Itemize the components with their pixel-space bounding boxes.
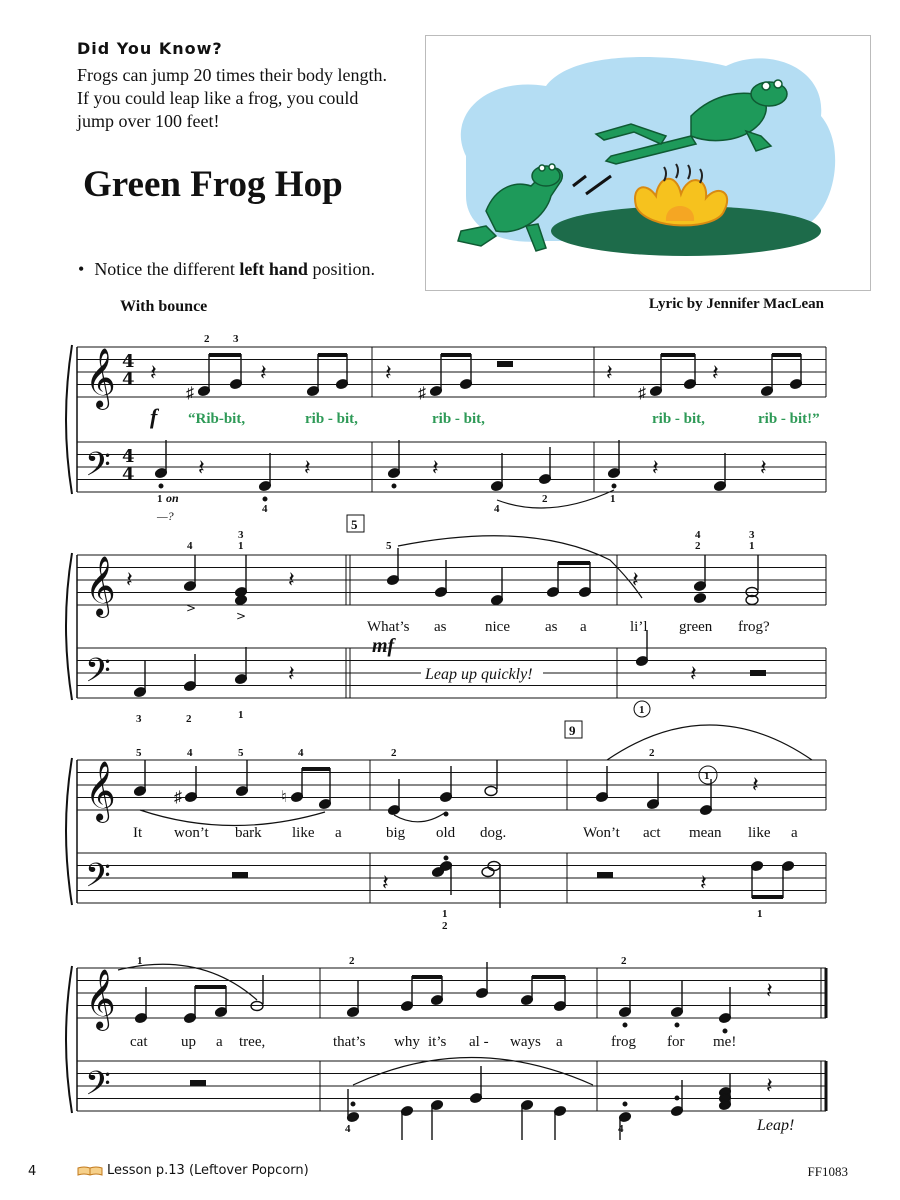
fingering: 1 xyxy=(757,908,763,920)
fingering: 1 xyxy=(238,540,244,552)
svg-text:𝄽: 𝄽 xyxy=(385,360,392,385)
svg-text:𝄽: 𝄽 xyxy=(288,567,295,592)
fingering: 4 xyxy=(298,747,304,759)
system-3-symbols xyxy=(85,761,116,903)
fingering: 5 xyxy=(386,540,392,552)
svg-text:4: 4 xyxy=(122,464,135,485)
svg-text:𝄽: 𝄽 xyxy=(606,360,613,385)
lyric: act xyxy=(643,825,661,841)
lyric: frog xyxy=(611,1034,636,1050)
lyric: rib - bit, xyxy=(652,411,705,427)
svg-text:𝄽: 𝄽 xyxy=(150,360,157,385)
did-you-know-line-1: Frogs can jump 20 times their body length. xyxy=(77,65,387,85)
fingering: 3 xyxy=(238,529,244,541)
fingering: 2 xyxy=(542,493,548,505)
circled-fingering: 1 xyxy=(704,770,710,782)
page-number: 4 xyxy=(28,1164,37,1179)
lyric: up xyxy=(181,1034,196,1050)
dynamic-mezzo-forte: mf xyxy=(372,635,395,657)
lyric: al - xyxy=(469,1034,489,1050)
fingering: 2 xyxy=(391,747,397,759)
lyric: dog. xyxy=(480,825,507,841)
lyric: big xyxy=(386,825,406,841)
did-you-know-line-2: If you could leap like a frog, you could xyxy=(77,88,359,108)
direction-leap: Leap! xyxy=(757,1117,795,1134)
fingering: 2 xyxy=(186,713,192,725)
svg-text:𝄽: 𝄽 xyxy=(652,455,659,480)
note-prefix: Notice the different xyxy=(94,259,240,279)
system-4-text xyxy=(130,955,794,1135)
page-title: Green Frog Hop xyxy=(83,164,343,205)
lyric: “Rib-bit, xyxy=(188,411,246,427)
svg-text:♯: ♯ xyxy=(638,385,646,402)
fingering: 4 xyxy=(345,1123,351,1135)
fingering: 4 xyxy=(494,503,500,515)
tempo-marking: With bounce xyxy=(120,298,208,315)
svg-text:>: > xyxy=(186,601,197,615)
did-you-know-line-3: jump over 100 feet! xyxy=(77,111,220,131)
fingering: 2 xyxy=(204,333,210,345)
lyric: a xyxy=(791,825,798,841)
svg-text:𝄽: 𝄽 xyxy=(760,455,767,480)
svg-text:𝄽: 𝄽 xyxy=(288,661,295,686)
svg-text:𝄽: 𝄽 xyxy=(632,567,639,592)
lyric: cat xyxy=(130,1034,148,1050)
svg-text:𝄽: 𝄽 xyxy=(126,567,133,592)
dynamic-forte: f xyxy=(150,404,158,429)
fingering: 4 xyxy=(187,747,193,759)
publication-code: FF1083 xyxy=(807,1164,848,1179)
svg-text:>: > xyxy=(236,609,247,623)
svg-text:𝄽: 𝄽 xyxy=(700,870,707,895)
svg-text:4: 4 xyxy=(122,351,135,372)
fingering: 3 xyxy=(233,333,239,345)
lyric: a xyxy=(556,1034,563,1050)
system-2-symbols xyxy=(85,556,116,698)
svg-text:𝄽: 𝄽 xyxy=(766,978,773,1003)
lyric: won’t xyxy=(174,825,209,841)
note-suffix: position. xyxy=(307,259,375,279)
lyric: tree, xyxy=(239,1034,266,1050)
system-3-notes xyxy=(133,725,812,908)
svg-text:𝄽: 𝄽 xyxy=(752,772,759,797)
bullet: • xyxy=(78,259,85,279)
svg-text:𝄞: 𝄞 xyxy=(85,761,116,821)
lyric: as xyxy=(545,619,558,635)
system-1-text xyxy=(150,333,820,523)
lyric: mean xyxy=(689,825,722,841)
direction-dash: —? xyxy=(157,509,174,523)
svg-text:4: 4 xyxy=(122,369,135,390)
svg-text:𝄽: 𝄽 xyxy=(766,1073,773,1098)
system-4-notes xyxy=(118,962,773,1140)
did-you-know-heading: Did You Know? xyxy=(77,39,223,58)
svg-text:𝄢: 𝄢 xyxy=(85,1065,111,1111)
lyric: What’s xyxy=(367,619,410,635)
measure-number: 5 xyxy=(351,517,358,532)
svg-text:♮: ♮ xyxy=(281,789,287,806)
fingering: 5 xyxy=(238,747,244,759)
fingering: 4 xyxy=(618,1123,624,1135)
lyric: me! xyxy=(713,1034,737,1050)
svg-text:𝄽: 𝄽 xyxy=(198,455,205,480)
svg-text:𝄞: 𝄞 xyxy=(85,969,116,1029)
svg-text:𝄽: 𝄽 xyxy=(432,455,439,480)
measure-number: 9 xyxy=(569,723,576,738)
lyric: it’s xyxy=(428,1034,447,1050)
system-1-symbols xyxy=(85,348,135,492)
lyric: bark xyxy=(235,825,262,841)
bass-clef: 𝄢 xyxy=(85,446,111,492)
fingering: 1 xyxy=(610,493,616,505)
fingering: 2 xyxy=(695,540,701,552)
lyric: It xyxy=(133,825,143,841)
note-bold: left hand xyxy=(239,259,308,279)
lyric: like xyxy=(748,825,771,841)
lyric: rib - bit!” xyxy=(758,411,820,427)
direction-leap-up: Leap up quickly! xyxy=(425,666,533,683)
fingering: 4 xyxy=(695,529,701,541)
svg-text:𝄽: 𝄽 xyxy=(260,360,267,385)
lyric: old xyxy=(436,825,456,841)
fingering: 1 xyxy=(238,709,244,721)
svg-text:𝄽: 𝄽 xyxy=(382,870,389,895)
fingering: 1 xyxy=(749,540,755,552)
svg-text:♯: ♯ xyxy=(186,385,194,402)
svg-text:𝄢: 𝄢 xyxy=(85,857,111,903)
fingering: 1 xyxy=(137,955,143,967)
lyric: rib - bit, xyxy=(305,411,358,427)
lesson-text: Lesson p.13 (Leftover Popcorn) xyxy=(107,1163,309,1178)
system-4-symbols xyxy=(85,969,116,1111)
fingering: 1 xyxy=(157,493,163,505)
svg-text:𝄢: 𝄢 xyxy=(85,652,111,698)
fingering: 2 xyxy=(649,747,655,759)
svg-text:𝄽: 𝄽 xyxy=(712,360,719,385)
lyric: a xyxy=(335,825,342,841)
lyric: ways xyxy=(510,1034,541,1050)
treble-clef: 𝄞 xyxy=(85,348,116,408)
lyric: like xyxy=(292,825,315,841)
lyric: nice xyxy=(485,619,510,635)
fingering: 4 xyxy=(262,503,268,515)
fingering: 2 xyxy=(442,920,448,932)
fingering: 2 xyxy=(621,955,627,967)
lyric: frog? xyxy=(738,619,770,635)
lyric: rib - bit, xyxy=(432,411,485,427)
lyric: as xyxy=(434,619,447,635)
system-1-notes xyxy=(150,354,803,508)
svg-text:♯: ♯ xyxy=(418,385,426,402)
lyric: Won’t xyxy=(583,825,620,841)
lyric: why xyxy=(394,1034,420,1050)
svg-text:4: 4 xyxy=(122,446,135,467)
book-icon xyxy=(77,1166,103,1176)
fingering: 5 xyxy=(136,747,142,759)
fingering: 1 xyxy=(442,908,448,920)
lesson-reference xyxy=(77,1163,309,1178)
fingering: 3 xyxy=(136,713,142,725)
fingering: 2 xyxy=(349,955,355,967)
system-2-text xyxy=(136,517,770,725)
fingering: 4 xyxy=(187,540,193,552)
fingering: 3 xyxy=(749,529,755,541)
svg-text:𝄞: 𝄞 xyxy=(85,556,116,616)
direction-on: on xyxy=(166,491,179,505)
svg-text:𝄽: 𝄽 xyxy=(690,661,697,686)
lyric: a xyxy=(216,1034,223,1050)
lyric: li’l xyxy=(630,619,648,635)
lyric-credit: Lyric by Jennifer MacLean xyxy=(648,296,824,312)
svg-text:𝄽: 𝄽 xyxy=(304,455,311,480)
circled-fingering: 1 xyxy=(639,704,645,716)
system-3-text xyxy=(133,723,798,932)
lyric: a xyxy=(580,619,587,635)
lyric: green xyxy=(679,619,713,635)
lyric: that’s xyxy=(333,1034,366,1050)
svg-text:♯: ♯ xyxy=(174,789,182,806)
lyric: for xyxy=(667,1034,685,1050)
